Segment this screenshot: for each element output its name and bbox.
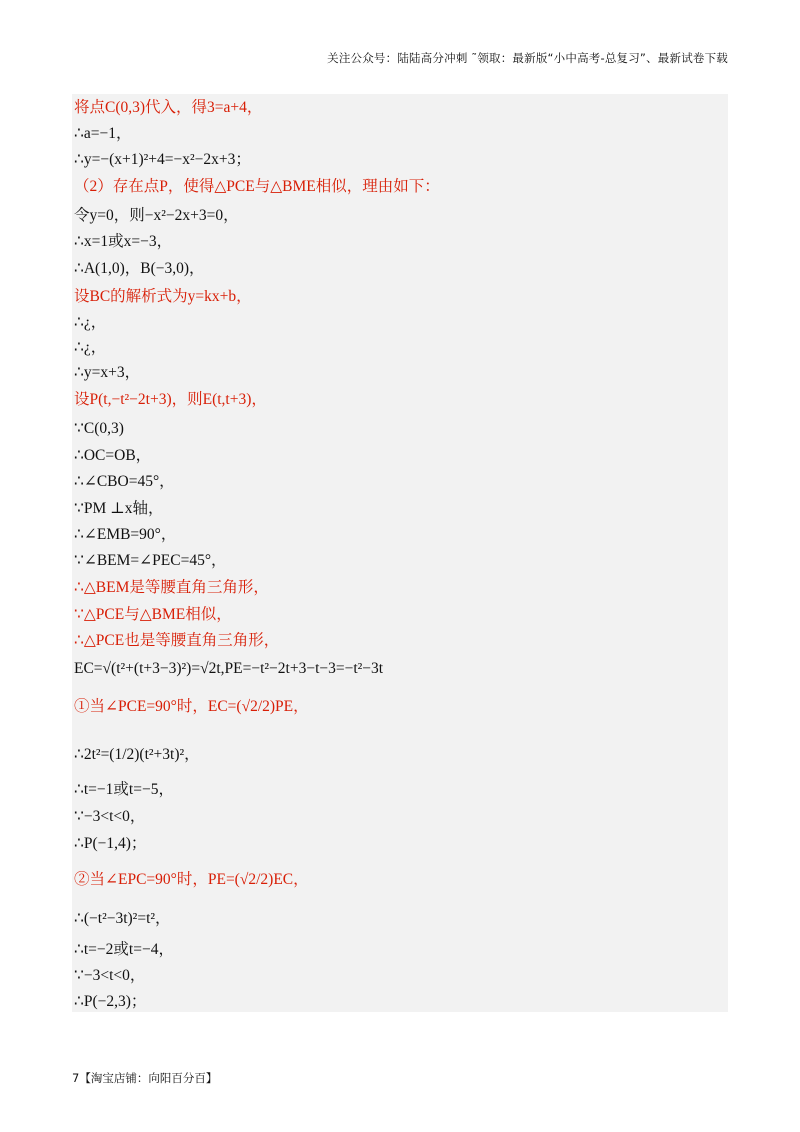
solution-line: 设BC的解析式为y=kx+b， <box>74 288 252 305</box>
solution-line: ∴△PCE也是等腰直角三角形， <box>74 632 280 649</box>
solution-line: ∴t=−2或t=−4， <box>74 941 174 958</box>
solution-line: ∴∠CBO=45°， <box>74 473 175 490</box>
solution-line: EC=√(t²+(t+3−3)²)=√2t,PE=−t²−2t+3−t−3=−t²−3t <box>74 660 384 677</box>
solution-line: ∴P(−2,3)； <box>74 993 147 1010</box>
solution-line: ∴∠EMB=90°， <box>74 526 177 543</box>
solution-line: ②当∠EPC=90°时，PE=(√2/2)EC， <box>74 871 309 888</box>
solution-line: 将点C(0,3)代入，得3=a+4， <box>74 99 263 116</box>
solution-line: ∵PM ⊥x轴， <box>74 500 164 517</box>
solution-line: ∴¿， <box>74 339 107 356</box>
solution-line: ①当∠PCE=90°时，EC=(√2/2)PE， <box>74 698 309 715</box>
solution-line: ∴2t²=(1/2)(t²+3t)²， <box>74 746 200 763</box>
solution-line: ∵∠BEM=∠PEC=45°， <box>74 552 227 569</box>
solution-line: ∵−3<t<0， <box>74 967 146 984</box>
solution-line: ∴A(1,0)，B(−3,0)， <box>74 260 205 277</box>
page-header: 关注公众号：陆陆高分冲刺 ˜领取：最新版“小中高考-总复习”、最新试卷下载 <box>327 51 728 65</box>
solution-line: ∴OC=OB， <box>74 447 152 464</box>
solution-line: 设P(t,−t²−2t+3)，则E(t,t+3)， <box>74 391 267 408</box>
solution-line: ∴x=1或x=−3， <box>74 233 173 250</box>
solution-line: ∵C(0,3) <box>74 420 124 437</box>
solution-line: ∵−3<t<0， <box>74 808 146 825</box>
solution-line: ∴a=−1， <box>74 125 132 142</box>
solution-line: ∴¿， <box>74 314 107 331</box>
page-footer: 7【淘宝店铺：向阳百分百】 <box>72 1071 218 1085</box>
solution-line: ∴y=−(x+1)²+4=−x²−2x+3； <box>74 151 251 168</box>
solution-line: 令y=0，则−x²−2x+3=0， <box>74 207 239 224</box>
solution-panel <box>72 94 728 1012</box>
solution-line: ∴(−t²−3t)²=t²， <box>74 910 171 927</box>
solution-line: ∵△PCE与△BME相似， <box>74 606 232 623</box>
solution-line: ∴△BEM是等腰直角三角形， <box>74 579 269 596</box>
solution-line: ∴t=−1或t=−5， <box>74 781 174 798</box>
solution-line: （2）存在点P，使得△PCE与△BME相似，理由如下： <box>74 178 440 195</box>
solution-line: ∴P(−1,4)； <box>74 835 147 852</box>
solution-line: ∴y=x+3， <box>74 364 141 381</box>
